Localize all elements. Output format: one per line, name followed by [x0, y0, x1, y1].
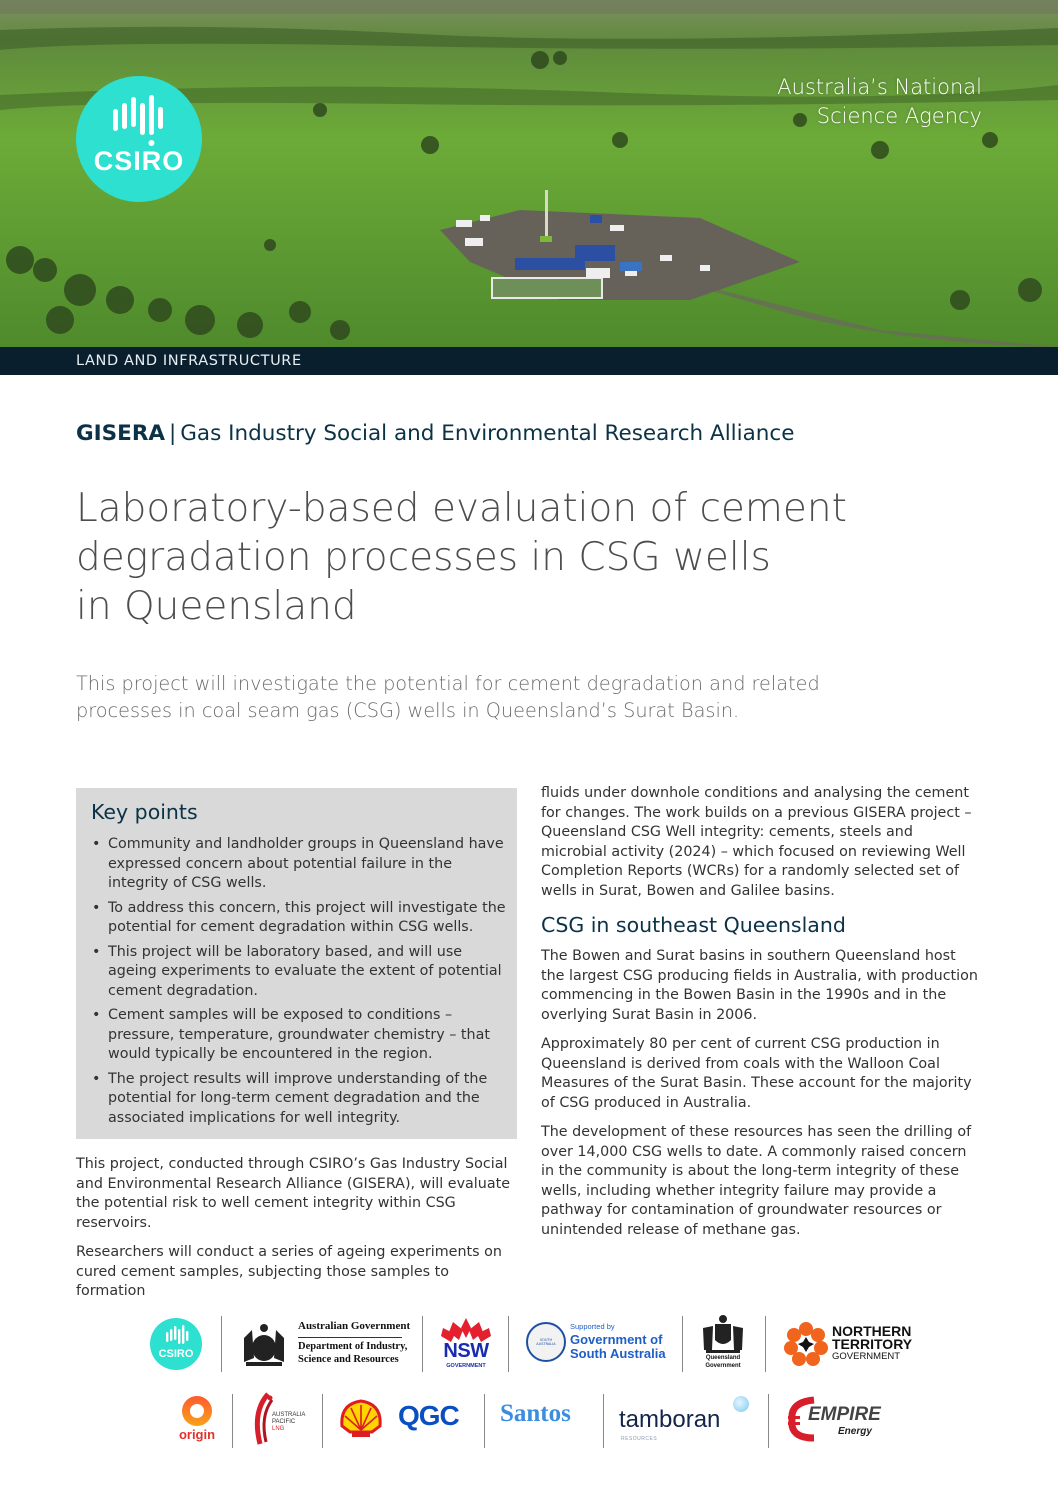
aus-gov-line-3: Science and Resources [298, 1354, 399, 1365]
coat-of-arms-icon [238, 1318, 290, 1370]
key-point-text: This project will be laboratory based, and will use ageing experiments to evaluate the extent of potential cement degradation. [108, 943, 502, 999]
bullet-icon: • [92, 943, 101, 960]
logo-divider [682, 1316, 683, 1372]
page-title [76, 484, 956, 631]
agency-tagline-line1: Australia’s National [777, 75, 982, 99]
aplng-line-2: PACIFIC [272, 1419, 296, 1425]
csiro-partner-logo [150, 1318, 202, 1370]
nsw-government-logo [440, 1316, 492, 1376]
nsw-text: NSW [443, 1340, 489, 1362]
logo-divider [322, 1394, 323, 1448]
australia-pacific-lng-logo [250, 1392, 310, 1448]
key-points-list [90, 835, 510, 1133]
bullet-icon: • [92, 836, 101, 852]
nt-line-3: GOVERNMENT [832, 1351, 901, 1362]
logo-divider [221, 1316, 222, 1372]
nsw-sub-text: GOVERNMENT [446, 1363, 486, 1369]
csiro-signal-bars-icon [109, 93, 169, 153]
body-paragraph: Approximately 80 per cent of current CSG production in Queensland is derived from coals with the Walloon Coal Measures of the Surat Basin. These account for the majority of CSG produced in Australia. [541, 1036, 972, 1111]
csiro-logo-text: CSIRO [93, 146, 185, 176]
body-paragraph-continuation: fluids under downhole conditions and analysing the cement for changes. The work builds on a previous GISERA project – Queensland CSG Well integrity: cements, steels and microbial activity (2024) – which focused on reviewing Well Completion Reports (WCRs) for a randomly selected set of wells in Surat, Bowen and Galilee basins. [541, 785, 972, 899]
alliance-full-name: Gas Industry Social and Environmental Research Alliance [180, 421, 795, 446]
body-column-right [541, 784, 981, 1250]
key-point-item [90, 943, 510, 1002]
category-band [0, 347, 1058, 375]
body-paragraph: This project, conducted through CSIRO’s Gas Industry Social and Environmental Research Alliance (GISERA), will evaluate the potential risk to well cement integrity within CSG reservoirs. [76, 1156, 511, 1231]
tamboran-sphere-icon [733, 1396, 749, 1412]
alliance-header [76, 421, 794, 446]
northern-territory-government-logo [784, 1320, 914, 1370]
origin-text: origin [178, 1427, 216, 1442]
logo-divider [484, 1394, 485, 1448]
alliance-short-name: GISERA [76, 421, 166, 446]
category-label: LAND AND INFRASTRUCTURE [76, 353, 302, 369]
qgc-logo: QGC [398, 1400, 459, 1431]
queensland-government-logo [698, 1314, 748, 1376]
qld-line-2: Government [705, 1363, 741, 1369]
aus-gov-rule [298, 1337, 402, 1338]
logo-divider [765, 1316, 766, 1372]
agency-tagline-line2: Science Agency [816, 104, 982, 128]
south-australia-government-logo [526, 1320, 676, 1368]
aus-gov-line-2: Department of Industry, [298, 1341, 408, 1352]
desert-rose-icon [784, 1322, 828, 1366]
key-point-item [90, 1006, 510, 1065]
title-line-3: in Queensland [76, 584, 357, 629]
section-heading: CSG in southeast Queensland [541, 913, 846, 937]
aplng-line-3: LNG [272, 1426, 285, 1432]
key-point-text: Cement samples will be exposed to conditions – pressure, temperature, groundwater chemistry – that would typically be encountered in the region. [108, 1007, 490, 1062]
aplng-line-1: AUSTRALIA [272, 1412, 306, 1418]
bullet-icon: • [92, 1070, 101, 1087]
key-point-item [90, 835, 510, 894]
south-australia-seal-icon [526, 1322, 566, 1362]
lead-paragraph [76, 670, 936, 724]
origin-ring-icon [182, 1396, 212, 1426]
body-paragraph: The development of these resources has seen the drilling of over 14,000 CSG wells to date. A commonly raised concern in the community is about the long-term integrity of these wells, including whether integrity failure may provide a pathway for contamination of groundwater resources or unintended release of methane gas. [541, 1124, 972, 1238]
partner-logos-row-2 [0, 1390, 1058, 1450]
aplng-swoosh-icon [250, 1392, 274, 1446]
waratah-flower-icon [441, 1316, 491, 1342]
csiro-signal-bars-icon [150, 1318, 202, 1370]
empire-sub-text: Energy [838, 1426, 872, 1437]
hero-photo [0, 0, 1058, 347]
santos-logo: Santos [500, 1400, 571, 1427]
body-paragraph: The Bowen and Surat basins in southern Queensland host the largest CSG producing fields in Australia, with production commencing in the Bowen Basin in the 1990s and in the overlying Surat Basin in 2006. [541, 948, 978, 1023]
sa-line-1: Government of [570, 1332, 663, 1347]
csiro-logo [76, 76, 202, 202]
key-point-text: To address this concern, this project will investigate the potential for cement degradation within CSG wells. [108, 899, 506, 935]
logo-divider [422, 1316, 423, 1372]
header-separator: | [169, 421, 177, 446]
shell-logo [338, 1398, 384, 1440]
title-line-2: degradation processes in CSG wells [76, 535, 771, 580]
shell-pecten-icon [338, 1398, 384, 1440]
empire-text: EMPIRE [808, 1404, 881, 1425]
qld-line-1: Queensland [705, 1355, 741, 1361]
logo-divider [508, 1316, 509, 1372]
bullet-icon: • [92, 1007, 101, 1023]
csiro-partner-text: CSIRO [158, 1348, 194, 1360]
key-point-item [90, 899, 510, 938]
key-points-box [76, 788, 517, 1139]
key-point-item [90, 1070, 510, 1129]
agency-tagline [777, 73, 982, 131]
tamboran-text: tamboran [619, 1406, 721, 1433]
key-point-text: The project results will improve understanding of the potential for long-term cement degradation and the associated implications for well integrity. [108, 1070, 488, 1126]
sa-line-2: South Australia [570, 1346, 666, 1361]
partner-logos-row-1 [0, 1310, 1058, 1380]
logo-divider [232, 1394, 233, 1448]
empire-energy-logo [786, 1396, 886, 1444]
nt-line-1: NORTHERN [832, 1323, 912, 1339]
body-column-left [76, 1155, 521, 1312]
south-australia-seal-text: SOUTH AUSTRALIA [536, 1338, 556, 1346]
key-points-heading: Key points [91, 800, 198, 824]
origin-logo [174, 1396, 220, 1446]
tamboran-logo [619, 1394, 754, 1446]
bullet-icon: • [92, 899, 101, 916]
body-paragraph: Researchers will conduct a series of ageing experiments on cured cement samples, subjecting those samples to formation [76, 1244, 502, 1299]
key-point-text: Community and landholder groups in Queensland have expressed concern about potential failure in the integrity of CSG wells. [108, 836, 504, 891]
tamboran-sub-text: RESOURCES [621, 1436, 658, 1442]
sa-supported-by: Supported by [570, 1322, 615, 1331]
queensland-crest-icon [700, 1314, 746, 1354]
logo-divider [603, 1394, 604, 1448]
nt-line-2: TERRITORY [832, 1336, 913, 1352]
title-line-1: Laboratory-based evaluation of cement [76, 486, 847, 531]
aus-gov-line-1: Australian Government [298, 1320, 411, 1332]
logo-divider [768, 1394, 769, 1448]
australian-government-logo [238, 1316, 411, 1372]
lead-line-1: This project will investigate the potential for cement degradation and related [76, 672, 820, 695]
lead-line-2: processes in coal seam gas (CSG) wells in Queensland’s Surat Basin. [76, 699, 740, 722]
